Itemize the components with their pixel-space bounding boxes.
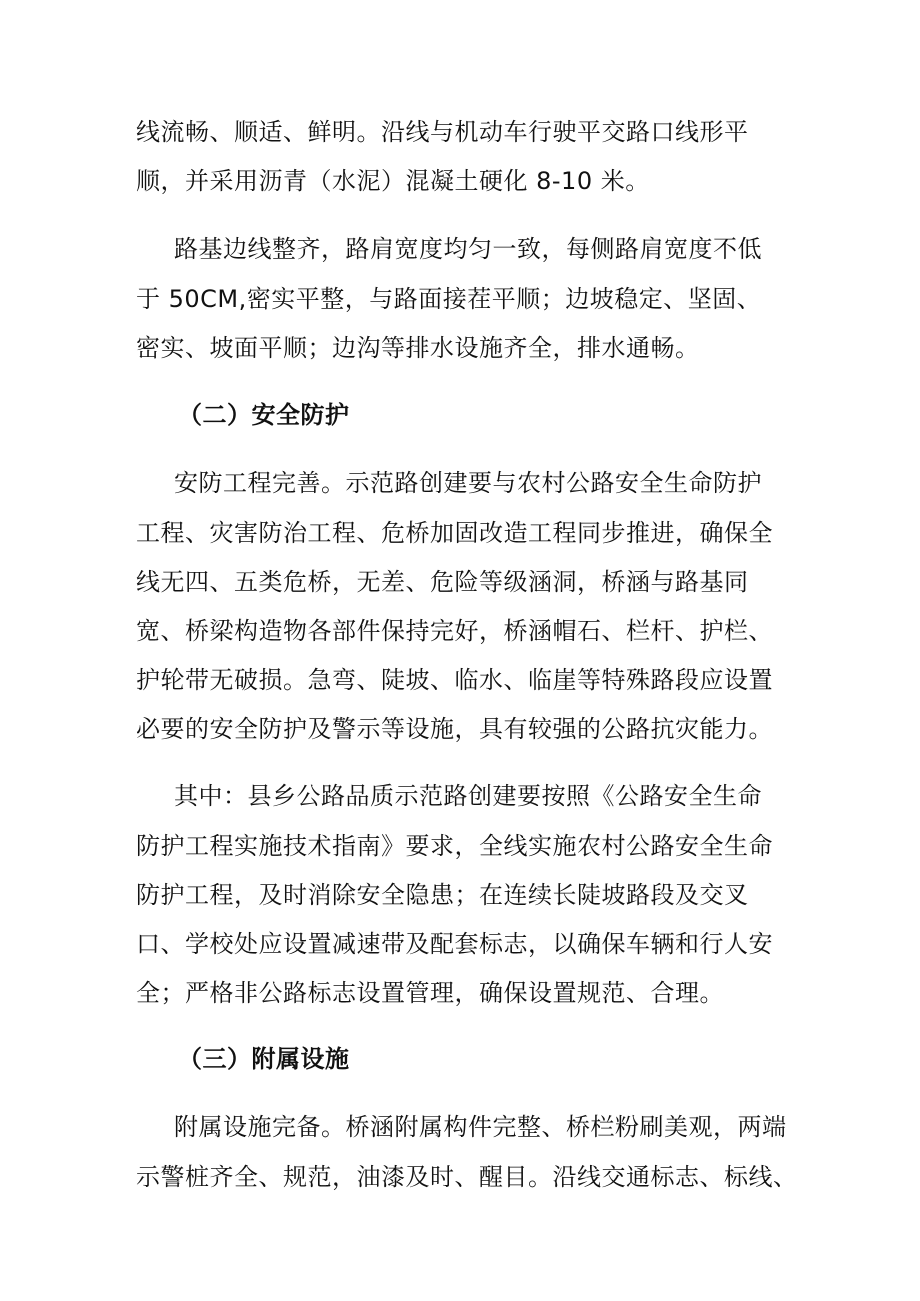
paragraph-4-line-5: 全；严格非公路标志设置管理，确保设置规范、合理。	[136, 979, 724, 1007]
paragraph-3-line-3: 线无四、五类危桥，无差、危险等级涵洞，桥涵与路基同	[136, 568, 749, 596]
paragraph-2-line-2: 于 50CM,密实平整，与路面接茬平顺；边坡稳定、坚固、	[136, 285, 762, 313]
paragraph-4-line-3: 防护工程，及时消除安全隐患；在连续长陡坡路段及交叉	[136, 881, 749, 909]
paragraph-4-line-2: 防护工程实施技术指南》要求，全线实施农村公路安全生命	[136, 832, 773, 860]
paragraph-3-line-2: 工程、灾害防治工程、危桥加固改造工程同步推进，确保全	[136, 519, 773, 547]
paragraph-5-line-2: 示警桩齐全、规范，油漆及时、醒目。沿线交通标志、标线、	[136, 1163, 798, 1191]
section-heading-safety: （二）安全防护	[178, 401, 350, 429]
paragraph-3-line-6: 必要的安全防护及警示等设施，具有较强的公路抗灾能力。	[136, 715, 773, 743]
section-heading-facilities: （三）附属设施	[178, 1045, 350, 1073]
paragraph-3-line-5: 护轮带无破损。急弯、陡坡、临水、临崖等特殊路段应设置	[136, 666, 773, 694]
paragraph-1-line-1: 线流畅、顺适、鲜明。沿线与机动车行驶平交路口线形平	[136, 118, 749, 146]
paragraph-3-line-1: 安防工程完善。示范路创建要与农村公路安全生命防护	[174, 469, 762, 497]
paragraph-4-line-4: 口、学校处应设置减速带及配套标志，以确保车辆和行人安	[136, 930, 773, 958]
paragraph-4-line-1: 其中：县乡公路品质示范路创建要按照《公路安全生命	[174, 782, 762, 810]
paragraph-5-line-1: 附属设施完备。桥涵附属构件完整、桥栏粉刷美观，两端	[174, 1113, 787, 1141]
paragraph-3-line-4: 宽、桥梁构造物各部件保持完好，桥涵帽石、栏杆、护栏、	[136, 617, 773, 645]
paragraph-2-line-1: 路基边线整齐，路肩宽度均匀一致，每侧路肩宽度不低	[174, 235, 762, 263]
paragraph-1-line-2: 顺，并采用沥青（水泥）混凝土硬化 8-10 米。	[136, 167, 650, 195]
paragraph-2-line-3: 密实、坡面平顺；边沟等排水设施齐全，排水通畅。	[136, 334, 700, 362]
